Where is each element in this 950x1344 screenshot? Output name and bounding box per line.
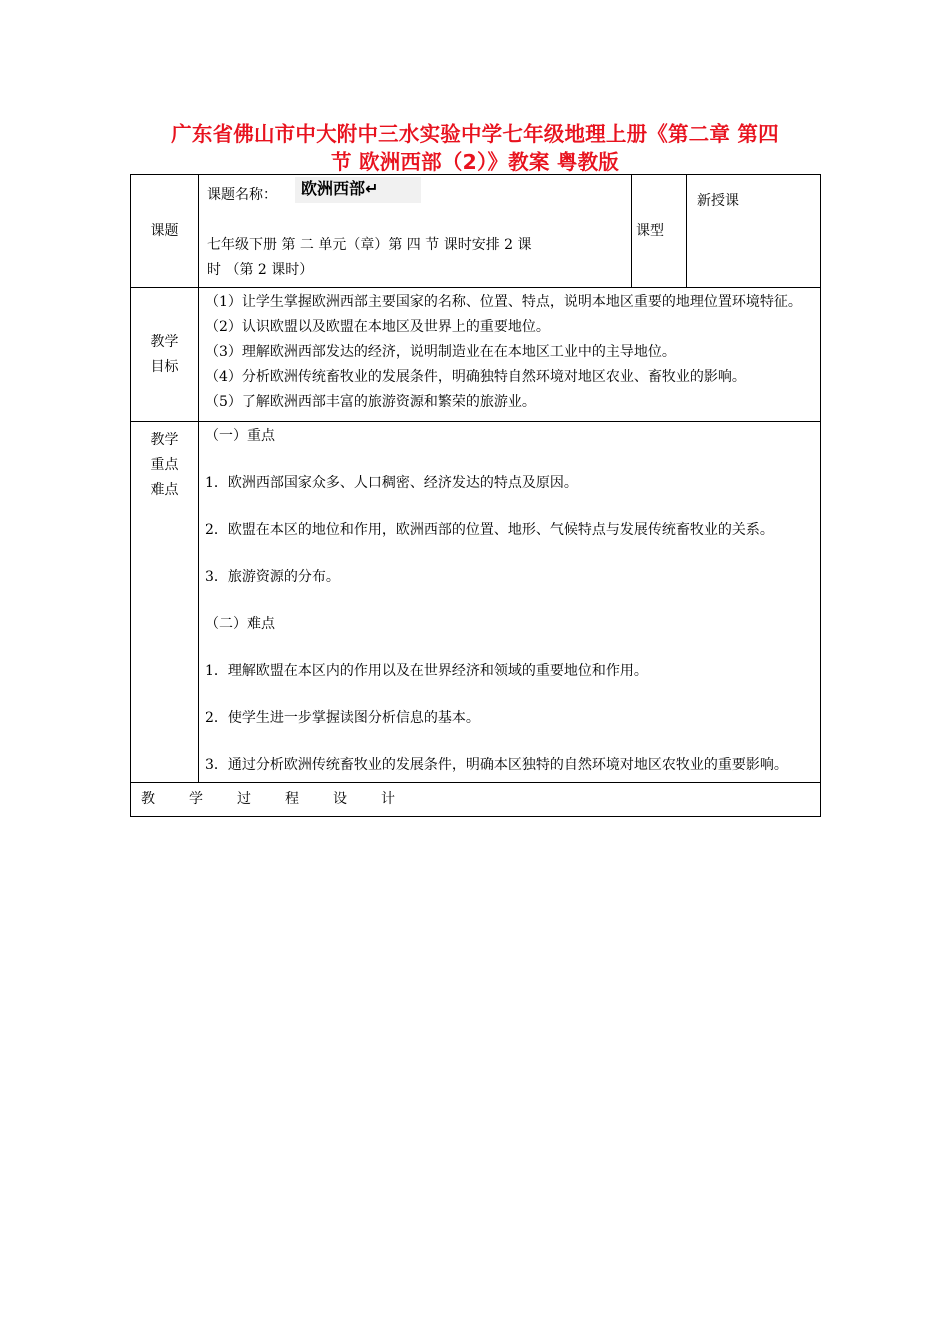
goal-item: （3）理解欧洲西部发达的经济，说明制造业在在本地区工业中的主导地位。 bbox=[205, 344, 676, 360]
process-char: 设 bbox=[333, 791, 347, 807]
process-char: 程 bbox=[285, 791, 299, 807]
goal-item: （1）让学生掌握欧洲西部主要国家的名称、位置、特点，说明本地区重要的地理位置环境特征。 bbox=[205, 294, 802, 310]
course-type-label: 课型 bbox=[632, 175, 687, 288]
difficulty-item: 1．理解欧盟在本区内的作用以及在世界经济和领域的重要地位和作用。 bbox=[205, 663, 648, 679]
course-name-label: 课题名称： bbox=[207, 187, 277, 203]
focus-item: 3．旅游资源的分布。 bbox=[205, 569, 340, 585]
document-title bbox=[130, 120, 820, 176]
goal-item: （4）分析欧洲传统畜牧业的发展条件，明确独特自然环境对地区农业、畜牧业的影响。 bbox=[205, 369, 746, 385]
process-heading bbox=[131, 783, 821, 817]
course-type-value: 新授课 bbox=[687, 175, 821, 288]
goal-item: （2）认识欧盟以及欧盟在本地区及世界上的重要地位。 bbox=[205, 319, 550, 335]
course-info-cell bbox=[199, 175, 632, 288]
course-label: 课题 bbox=[131, 175, 199, 288]
goals-label-line-1: 教学 bbox=[150, 333, 179, 350]
process-char: 计 bbox=[381, 791, 395, 807]
focus-item: 1．欧洲西部国家众多、人口稠密、经济发达的特点及原因。 bbox=[205, 475, 578, 491]
goal-item: （5）了解欧洲西部丰富的旅游资源和繁荣的旅游业。 bbox=[205, 394, 536, 410]
keypoints-row bbox=[131, 422, 821, 783]
keypoints-label bbox=[131, 422, 199, 783]
difficulty-heading: （二）难点 bbox=[205, 616, 275, 632]
keypoints-label-line-2: 重点 bbox=[150, 457, 179, 473]
arrangement-line-2: 时 （第 2 课时） bbox=[207, 262, 314, 278]
course-name-value: 欧洲西部↵ bbox=[295, 177, 421, 203]
course-name-line bbox=[199, 175, 631, 223]
process-char: 过 bbox=[237, 791, 251, 807]
goals-content bbox=[199, 288, 821, 422]
difficulty-item: 2．使学生进一步掌握读图分析信息的基本。 bbox=[205, 710, 480, 726]
focus-heading: （一）重点 bbox=[205, 428, 275, 444]
process-row bbox=[131, 783, 821, 817]
goals-row bbox=[131, 288, 821, 422]
goals-label-line-2: 目标 bbox=[150, 358, 179, 375]
keypoints-content bbox=[199, 422, 821, 783]
difficulty-item: 3．通过分析欧洲传统畜牧业的发展条件，明确本区独特的自然环境对地区农牧业的重要影响。 bbox=[205, 757, 788, 773]
focus-item: 2．欧盟在本区的地位和作用，欧洲西部的位置、地形、气候特点与发展传统畜牧业的关系。 bbox=[205, 522, 774, 538]
process-char: 教 bbox=[141, 791, 155, 807]
goals-label bbox=[131, 288, 199, 422]
keypoints-label-line-3: 难点 bbox=[150, 482, 179, 498]
course-arrangement bbox=[199, 223, 631, 287]
process-char: 学 bbox=[189, 791, 203, 807]
course-row bbox=[131, 175, 821, 288]
title-line-2: 节 欧洲西部（2）》教案 粤教版 bbox=[331, 150, 619, 174]
keypoints-label-line-1: 教学 bbox=[150, 432, 179, 448]
title-line-1: 广东省佛山市中大附中三水实验中学七年级地理上册《第二章 第四 bbox=[171, 122, 779, 146]
arrangement-line-1: 七年级下册 第 二 单元（章）第 四 节 课时安排 2 课 bbox=[207, 237, 532, 253]
lesson-plan-table bbox=[130, 174, 821, 817]
